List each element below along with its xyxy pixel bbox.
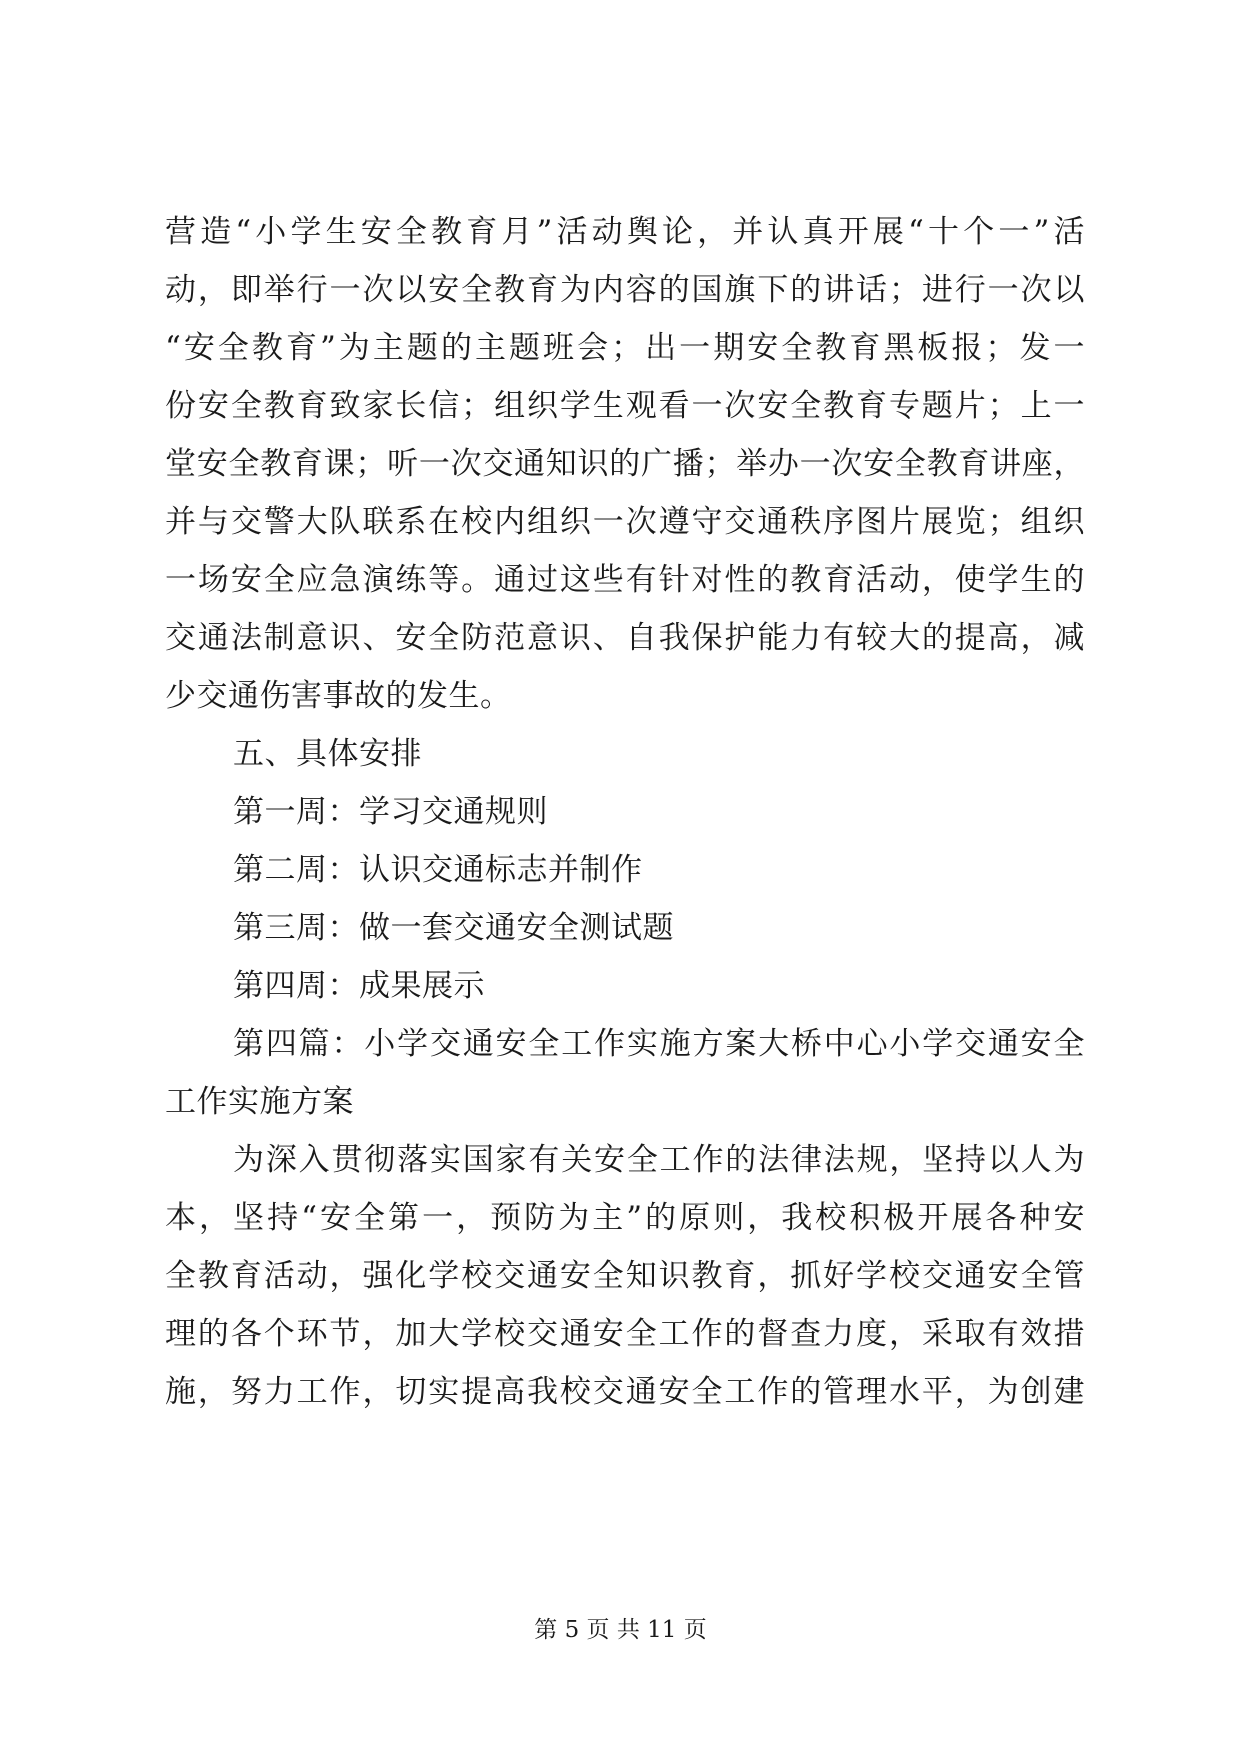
- schedule-item: 第三周：做一套交通安全测试题: [233, 910, 674, 946]
- paragraph-line: 少交通伤害事故的发生。: [165, 678, 512, 714]
- schedule-item: 第二周：认识交通标志并制作: [233, 852, 643, 888]
- paragraph-line: 全教育活动，强化学校交通安全知识教育，抓好学校交通安全管: [165, 1258, 1085, 1294]
- article-title: 工作实施方案: [165, 1084, 354, 1120]
- paragraph-line: 本，坚持“安全第一，预防为主”的原则，我校积极开展各种安: [165, 1200, 1085, 1236]
- section-heading: 五、具体安排: [233, 736, 422, 772]
- paragraph-line: 交通法制意识、安全防范意识、自我保护能力有较大的提高，减: [165, 620, 1085, 656]
- paragraph-line: 堂安全教育课；听一次交通知识的广播；举办一次安全教育讲座，: [165, 446, 1085, 482]
- paragraph-line: 理的各个环节，加大学校交通安全工作的督查力度，采取有效措: [165, 1316, 1085, 1352]
- paragraph-line: 一场安全应急演练等。通过这些有针对性的教育活动，使学生的: [165, 562, 1085, 598]
- schedule-item: 第一周：学习交通规则: [233, 794, 548, 830]
- paragraph-line: 份安全教育致家长信；组织学生观看一次安全教育专题片；上一: [165, 388, 1085, 424]
- paragraph-line: 动，即举行一次以安全教育为内容的国旗下的讲话；进行一次以: [165, 272, 1085, 308]
- schedule-item: 第四周：成果展示: [233, 968, 485, 1004]
- paragraph-line: 营造“小学生安全教育月”活动舆论，并认真开展“十个一”活: [165, 214, 1085, 250]
- paragraph-line: 并与交警大队联系在校内组织一次遵守交通秩序图片展览；组织: [165, 504, 1085, 540]
- paragraph-line: “安全教育”为主题的主题班会；出一期安全教育黑板报；发一: [165, 330, 1085, 366]
- page-number: 第 5 页 共 11 页: [534, 1617, 707, 1643]
- article-title: 第四篇：小学交通安全工作实施方案大桥中心小学交通安全: [233, 1026, 1085, 1062]
- paragraph-line: 为深入贯彻落实国家有关安全工作的法律法规，坚持以人为: [233, 1142, 1085, 1178]
- paragraph-line: 施，努力工作，切实提高我校交通安全工作的管理水平，为创建: [165, 1374, 1085, 1410]
